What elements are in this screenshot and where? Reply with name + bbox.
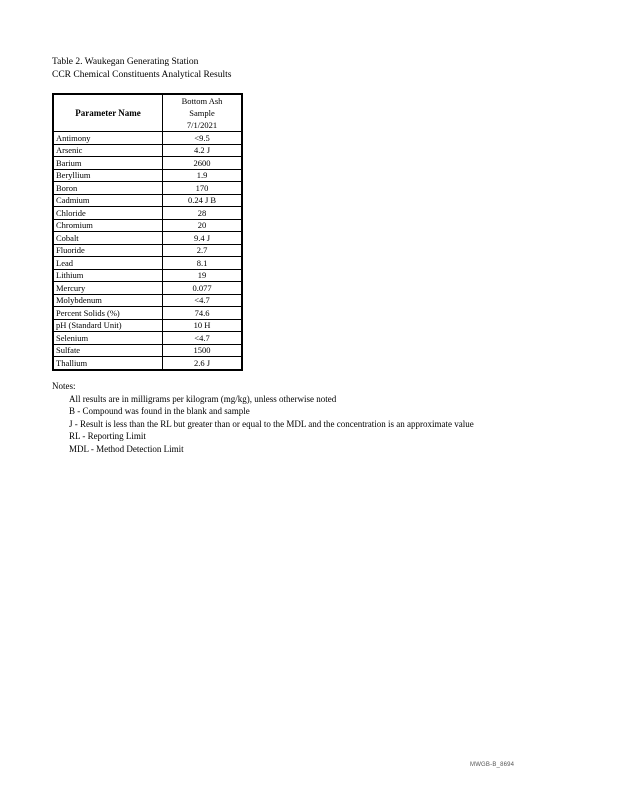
table-row <box>53 232 242 245</box>
notes-list <box>52 393 474 456</box>
table-row <box>53 269 242 282</box>
table-row <box>53 132 242 145</box>
note-item: J - Result is less than the RL but greater than or equal to the MDL and the concentration is an approximate value <box>69 418 474 429</box>
value-cell: 0.077 <box>163 282 243 295</box>
table-row <box>53 319 242 332</box>
header-sample-line-2: Sample <box>189 108 215 118</box>
results-table <box>52 93 243 371</box>
parameter-cell: Boron <box>53 182 163 195</box>
table-row <box>53 144 242 157</box>
value-cell: 10 H <box>163 319 243 332</box>
notes-heading: Notes: <box>52 381 76 391</box>
value-cell: 170 <box>163 182 243 195</box>
table-row <box>53 182 242 195</box>
parameter-cell: Molybdenum <box>53 294 163 307</box>
value-cell: <9.5 <box>163 132 243 145</box>
table-row <box>53 157 242 170</box>
parameter-cell: pH (Standard Unit) <box>53 319 163 332</box>
parameter-cell: Chloride <box>53 207 163 220</box>
parameter-cell: Cadmium <box>53 194 163 207</box>
document-title <box>52 56 231 82</box>
value-cell: 28 <box>163 207 243 220</box>
value-cell: 9.4 J <box>163 232 243 245</box>
parameter-cell: Selenium <box>53 332 163 345</box>
parameter-cell: Mercury <box>53 282 163 295</box>
parameter-cell: Barium <box>53 157 163 170</box>
parameter-cell: Lead <box>53 257 163 270</box>
table-row <box>53 294 242 307</box>
table-row <box>53 332 242 345</box>
value-cell: <4.7 <box>163 294 243 307</box>
parameter-cell: Fluoride <box>53 244 163 257</box>
value-cell: <4.7 <box>163 332 243 345</box>
table-header-row <box>53 94 242 132</box>
header-sample <box>163 94 243 132</box>
value-cell: 74.6 <box>163 307 243 320</box>
parameter-cell: Sulfate <box>53 344 163 357</box>
value-cell: 2.6 J <box>163 357 243 370</box>
value-cell: 1500 <box>163 344 243 357</box>
parameter-cell: Beryllium <box>53 169 163 182</box>
note-item: RL - Reporting Limit <box>69 431 146 441</box>
notes-section <box>52 380 474 455</box>
parameter-cell: Lithium <box>53 269 163 282</box>
table-row <box>53 244 242 257</box>
table-row <box>53 169 242 182</box>
value-cell: 1.9 <box>163 169 243 182</box>
parameter-cell: Chromium <box>53 219 163 232</box>
note-item: B - Compound was found in the blank and sample <box>69 406 250 416</box>
value-cell: 2.7 <box>163 244 243 257</box>
note-item: MDL - Method Detection Limit <box>69 443 184 454</box>
parameter-cell: Percent Solids (%) <box>53 307 163 320</box>
document-id-stamp: MWGB-B_8694 <box>470 762 515 768</box>
title-line-1: Table 2. Waukegan Generating Station <box>52 57 199 67</box>
value-cell: 20 <box>163 219 243 232</box>
table-row <box>53 307 242 320</box>
header-sample-line-1: Bottom Ash <box>181 96 223 106</box>
table-row <box>53 357 242 370</box>
value-cell: 0.24 J B <box>163 194 243 207</box>
parameter-cell: Arsenic <box>53 144 163 157</box>
header-parameter-name: Parameter Name <box>53 94 163 132</box>
value-cell: 4.2 J <box>163 144 243 157</box>
value-cell: 19 <box>163 269 243 282</box>
parameter-cell: Thallium <box>53 357 163 370</box>
parameter-cell: Cobalt <box>53 232 163 245</box>
parameter-cell: Antimony <box>53 132 163 145</box>
table-row <box>53 219 242 232</box>
title-line-2: CCR Chemical Constituents Analytical Results <box>52 70 232 80</box>
note-item: All results are in milligrams per kilogram (mg/kg), unless otherwise noted <box>69 393 337 404</box>
table-row <box>53 207 242 220</box>
value-cell: 2600 <box>163 157 243 170</box>
table-row <box>53 257 242 270</box>
table-row <box>53 344 242 357</box>
table-row <box>53 282 242 295</box>
value-cell: 8.1 <box>163 257 243 270</box>
header-sample-date: 7/1/2021 <box>186 120 218 130</box>
table-row <box>53 194 242 207</box>
